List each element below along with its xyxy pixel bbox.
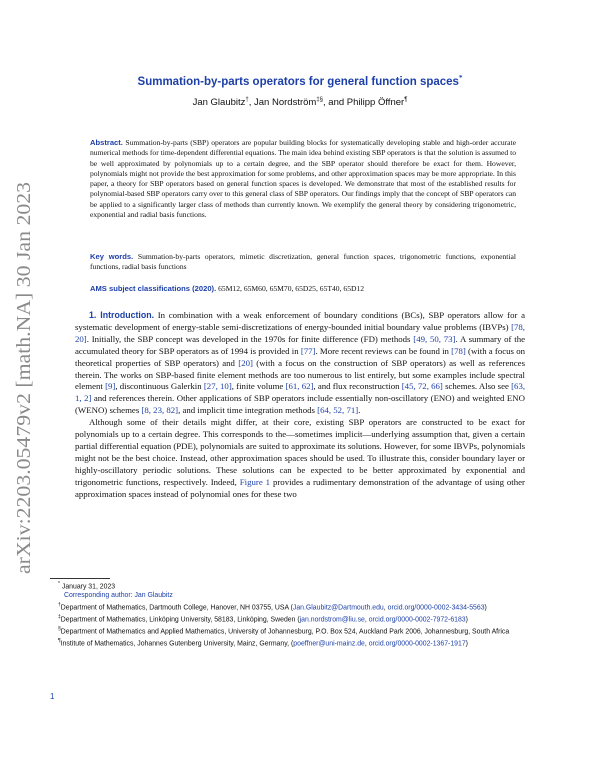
citation-link[interactable]: [63, 1, 2]	[75, 381, 526, 404]
page-number: 1	[50, 692, 55, 701]
author-footnote-mark[interactable]: ‡§	[316, 97, 324, 103]
body-text: . More recent reviews can be found in	[315, 345, 449, 356]
body-text: (with a focus on theoretical properties of SBP operators) and	[75, 345, 525, 368]
footnote-text: Department of Mathematics, Dartmouth College, Hanover, NH 03755, USA (	[60, 604, 293, 611]
footnote-separator: )	[484, 604, 487, 611]
footnote-separator: )	[465, 640, 468, 647]
orcid-link[interactable]: orcid.org/0000-0002-3434-5563	[387, 604, 485, 611]
footnote-separator: ,	[364, 640, 367, 647]
citation-link[interactable]: [20]	[238, 357, 253, 368]
body-text: . Initially, the SBP concept was developed in the 1970s for finite difference (FD) methods	[86, 333, 411, 344]
footnote-text: Corresponding author: Jan Glaubitz	[64, 592, 173, 599]
body-text: provides a rudimentary demonstration of the advantage of using other approximation spaces instead of polynomial ones for these two	[75, 476, 525, 499]
abstract-label: Abstract.	[90, 138, 123, 147]
abstract-text: Summation-by-parts (SBP) operators are popular building blocks for systematically developing stable and high-order accurate numerical methods for time-dependent differential equations. The main idea behind existing SBP operators is that the solution is assumed to be well approximated by polynomials up to a certain degree, and the SBP operator should therefore be exact for them. However, polynomials might not provide the best approximation for some problems, and other approximation spaces may be more appropriate. In this paper, a theory for SBP operators based on general function spaces is developed. We demonstrate that most of the established results for polynomial-based SBP operators carry over to this general class of SBP operators. Our findings imply that the concept of SBP operators can be applied to a significantly larger class of methods than currently known. We exemplify the general theory by considering trigonometric, exponential and radial basis functions.	[90, 138, 517, 220]
abstract	[90, 138, 516, 220]
footnote-mark: *	[58, 581, 60, 587]
footnote-text: Institute of Mathematics, Johannes Gutenberg University, Mainz, Germany, (	[60, 640, 294, 647]
citation-link[interactable]: [8, 23, 82]	[141, 405, 179, 416]
citation-link[interactable]: [45, 72, 66]	[401, 381, 443, 392]
keywords-label: Key words.	[90, 252, 134, 261]
author-separator: ,	[248, 97, 252, 109]
footnote-divider	[50, 578, 110, 579]
citation-link[interactable]: [78]	[451, 345, 466, 356]
arxiv-stamp-text: arXiv:2203.05479v2 [math.NA] 30 Jan 2023	[14, 223, 35, 574]
keywords-text: Summation-by-parts operators, mimetic discretization, general function spaces, trigonometric functions, exponential functions, radial basis functions	[90, 252, 516, 272]
email-link[interactable]: poeffner@uni-mainz.de	[293, 640, 365, 647]
body-text: , and implicit time integration methods	[178, 405, 315, 416]
footnote-text: January 31, 2023	[61, 583, 116, 591]
ams-codes: 65M12, 65M60, 65M70, 65D25, 65T40, 65D12	[218, 284, 365, 293]
introduction-section	[75, 310, 525, 501]
citation-link[interactable]: [64, 52, 71]	[317, 405, 359, 416]
footnote-affiliation	[50, 601, 550, 613]
citation-link[interactable]: [61, 62]	[285, 381, 314, 392]
footnote-affiliation	[50, 613, 550, 625]
footnote-affiliation	[50, 625, 550, 637]
body-text: and references therein. Other applications of SBP operators include essentially non-oscillatory (ENO) and weighted ENO (WENO) schemes	[75, 393, 525, 416]
email-link[interactable]: jan.nordstrom@liu.se	[299, 616, 365, 623]
footnote-corresponding	[50, 592, 550, 601]
arxiv-stamp	[8, 178, 38, 578]
author-footnote-mark[interactable]: †	[245, 97, 249, 103]
footnote-separator: ,	[364, 616, 367, 623]
body-text: schemes. Also see	[445, 381, 509, 392]
footnote-text: Department of Mathematics, Linköping University, 58183, Linköping, Sweden (	[60, 616, 300, 623]
footnote-separator: )	[465, 616, 468, 623]
keywords	[90, 252, 516, 273]
ams-label: AMS subject classifications (2020).	[90, 284, 217, 293]
footnote-mark: ¶	[58, 637, 61, 644]
citation-link[interactable]: [49, 50, 73]	[413, 333, 456, 344]
title-footnote-mark[interactable]: *	[458, 74, 463, 82]
author-list	[0, 97, 600, 108]
citation-link[interactable]: [9]	[105, 381, 116, 392]
citation-link[interactable]: [77]	[300, 345, 316, 356]
body-text: Although some of their details might differ, at their core, existing SBP operators are constructed to be exact for polynomials up to a certain degree. This corresponds to the—sometimes implicit—underlying assumption that, given a certain partial differential equation (PDE), polynomials are suited to approximate its solutions. However, for some IBVPs, polynomials might not be the best choice. Instead, other approximation spaces should be used. To illustrate this, consider boundary layer or highly-oscillatory periodic solutions. These solutions can be expected to be better approximated by exponential and trigonometric functions, respectively. Indeed,	[75, 417, 525, 487]
section-heading: 1. Introduction.	[89, 310, 155, 320]
footnote-affiliation	[50, 637, 550, 649]
body-text: , discontinuous Galerkin	[115, 381, 202, 392]
intro-paragraph-1	[75, 310, 525, 417]
footnote-mark: §	[58, 625, 61, 632]
body-text: In combination with a weak enforcement of boundary conditions (BCs), SBP operators allow for a systematic development of energy-stable semi-discretizations of energy-bounded initial boundary value problems (IBVPs)	[75, 310, 526, 332]
author-name: Philipp Öffner	[346, 97, 405, 109]
author-name: Jan Nordström	[254, 97, 317, 109]
author-footnote-mark[interactable]: ¶	[404, 97, 408, 103]
orcid-link[interactable]: orcid.org/0000-0002-7972-6183	[368, 616, 466, 623]
footnotes	[50, 580, 550, 649]
author-separator: , and	[323, 97, 345, 109]
body-text: .	[358, 405, 361, 416]
footnote-text: Department of Mathematics and Applied Mathematics, University of Johannesburg, P.O. Box 524, Auckland Park 2006, Johannesburg, South Africa	[60, 628, 510, 635]
footnote-mark: †	[58, 601, 61, 608]
orcid-link[interactable]: orcid.org/0000-0002-1367-1917	[368, 640, 466, 647]
footnote-date	[50, 580, 550, 592]
author-name: Jan Glaubitz	[192, 97, 246, 109]
body-text: . A summary of the accumulated theory for SBP operators as of 1994 is provided in	[75, 333, 526, 356]
citation-link[interactable]: [27, 10]	[203, 381, 232, 392]
figure-reference-link[interactable]: Figure 1	[239, 476, 271, 487]
email-link[interactable]: Jan.Glaubitz@Dartmouth.edu	[292, 604, 384, 611]
footnote-separator: ,	[383, 604, 386, 611]
paper-title	[0, 74, 600, 88]
ams-classification	[90, 284, 516, 294]
body-text: , finite volume	[231, 381, 284, 392]
body-text: , and flux reconstruction	[313, 381, 400, 392]
body-text: (with a focus on the construction of SBP operators) as well as references therein. The works on SBP-based finite element methods are too numerous to list entirely, but some examples include spectral element	[75, 357, 525, 392]
citation-link[interactable]: [78, 20]	[75, 321, 525, 344]
paper-title-text: Summation-by-parts operators for general function spaces	[137, 75, 459, 88]
intro-paragraph-2	[75, 417, 525, 500]
footnote-mark: ‡	[58, 613, 61, 620]
